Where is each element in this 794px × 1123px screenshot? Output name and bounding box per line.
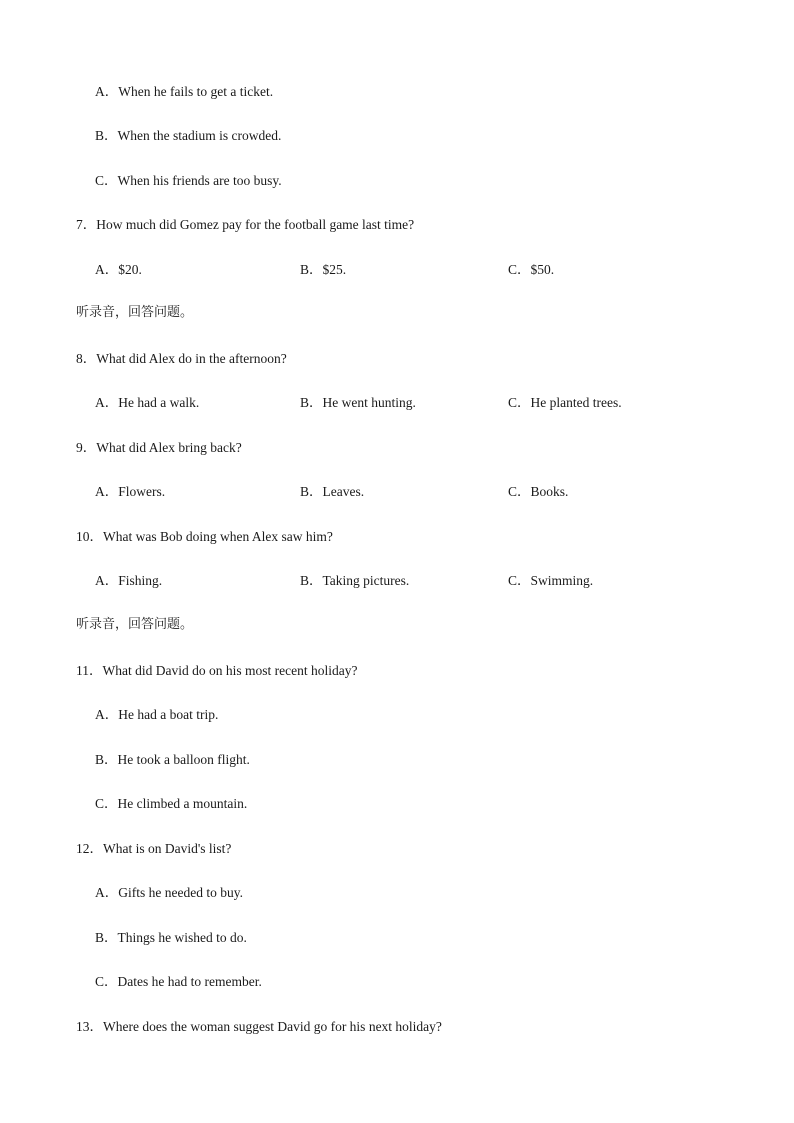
q8-option-b: B．He went hunting. — [300, 395, 416, 410]
q12-question: 12．What is on David's list? — [76, 841, 232, 856]
q13-question: 13．Where does the woman suggest David go for his next holiday? — [76, 1019, 442, 1034]
q8-option-c: C．He planted trees. — [508, 395, 622, 410]
q9-option-a: A．Flowers. — [95, 484, 166, 499]
q10-question: 10．What was Bob doing when Alex saw him? — [76, 529, 333, 544]
q7-question: 7．How much did Gomez pay for the football game last time? — [76, 217, 415, 232]
q8-question: 8．What did Alex do in the afternoon? — [76, 351, 287, 366]
q12-option-b: B．Things he wished to do. — [95, 930, 247, 945]
q9-option-c: C．Books. — [508, 484, 569, 499]
q8-option-a: A．He had a walk. — [95, 395, 200, 410]
q6-option-a: A．When he fails to get a ticket. — [95, 84, 274, 99]
q6-option-b: B．When the stadium is crowded. — [95, 128, 282, 143]
q11-question: 11．What did David do on his most recent holiday? — [76, 663, 358, 678]
q9-question: 9．What did Alex bring back? — [76, 440, 242, 455]
q7-option-a: A．$20. — [95, 262, 142, 277]
section-instruction: 听录音，回答问题。 — [76, 617, 194, 632]
q12-option-a: A．Gifts he needed to buy. — [95, 885, 243, 900]
q10-option-c: C．Swimming. — [508, 573, 594, 588]
q11-option-b: B．He took a balloon flight. — [95, 752, 250, 767]
q6-option-c: C．When his friends are too busy. — [95, 173, 282, 188]
section-instruction: 听录音，回答问题。 — [76, 305, 194, 320]
q7-option-b: B．$25. — [300, 262, 347, 277]
q10-option-a: A．Fishing. — [95, 573, 163, 588]
q11-option-a: A．He had a boat trip. — [95, 707, 219, 722]
q9-option-b: B．Leaves. — [300, 484, 365, 499]
q11-option-c: C．He climbed a mountain. — [95, 796, 248, 811]
q10-option-b: B．Taking pictures. — [300, 573, 410, 588]
q7-option-c: C．$50. — [508, 262, 555, 277]
q12-option-c: C．Dates he had to remember. — [95, 974, 262, 989]
